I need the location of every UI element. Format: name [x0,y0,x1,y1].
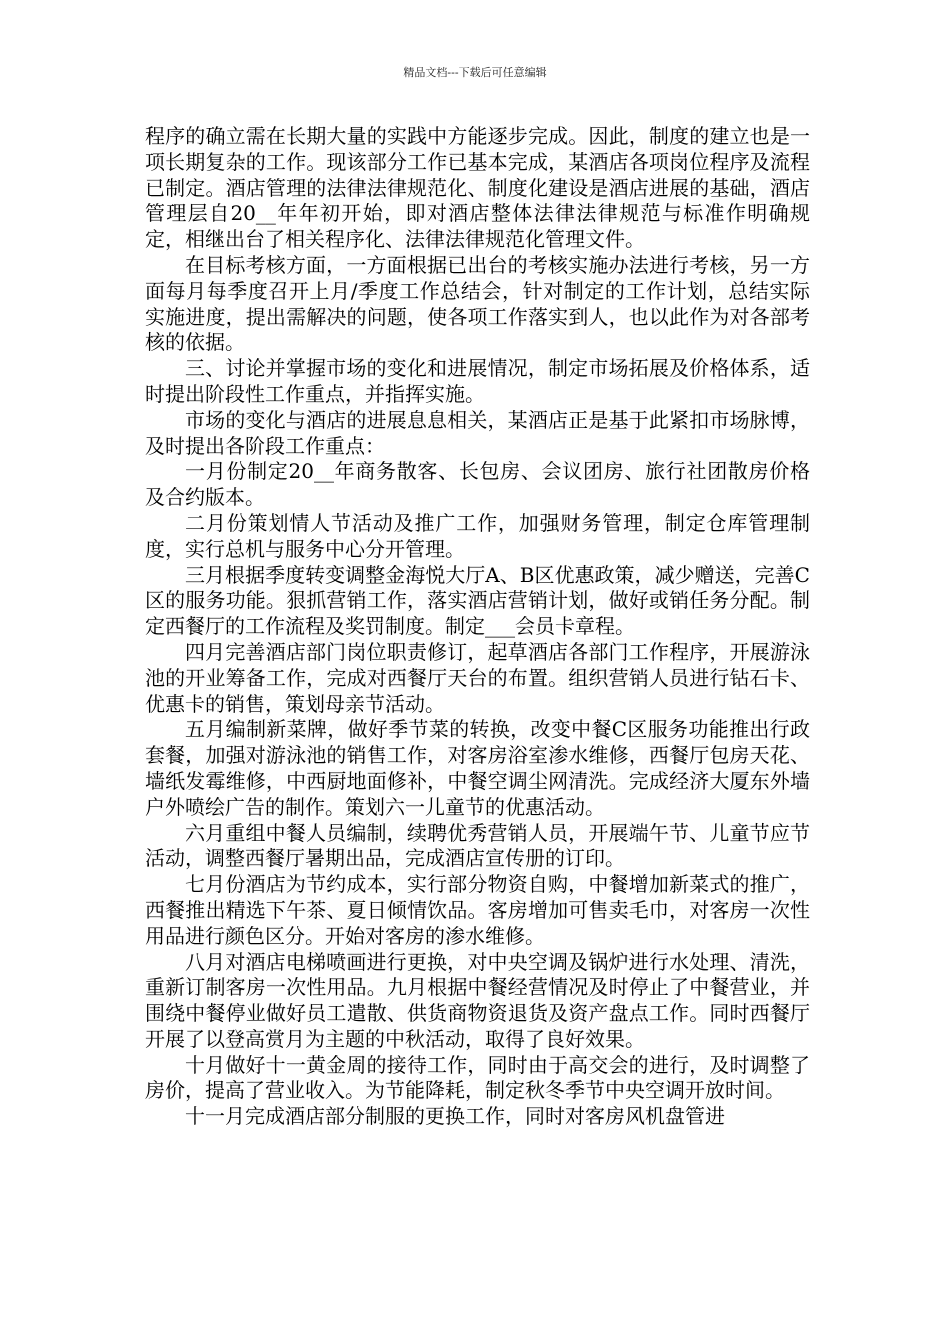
paragraph-12: 八月对酒店电梯喷画进行更换，对中央空调及锅炉进行水处理、清洗，重新订制客房一次性用品。九月根据中餐经营情况及时停止了中餐营业，并围绕中餐停业做好员工遣散、供货商物资退货及资产盘点工作。同时西餐厅开展了以登高赏月为主题的中秋活动，取得了良好效果。 [145,949,810,1051]
paragraph-4: 市场的变化与酒店的进展息息相关，某酒店正是基于此紧扣市场脉博，及时提出各阶段工作重点： [145,407,810,458]
paragraph-13: 十月做好十一黄金周的接待工作，同时由于高交会的进行，及时调整了房价，提高了营业收入。为节能降耗，制定秋冬季节中央空调开放时间。 [145,1052,810,1103]
paragraph-10: 六月重组中餐人员编制，续聘优秀营销人员，开展端午节、儿童节应节活动，调整西餐厅暑期出品，完成酒店宣传册的订印。 [145,820,810,871]
paragraph-14: 十一月完成酒店部分制服的更换工作，同时对客房风机盘管进 [185,1104,725,1129]
paragraph-11: 七月份酒店为节约成本，实行部分物资自购，中餐增加新菜式的推广，西餐推出精选下午茶、夏日倾情饮品。客房增加可售卖毛巾，对客房一次性用品进行颜色区分。开始对客房的渗水维修。 [145,872,810,948]
paragraph-3: 三、讨论并掌握市场的变化和进展情况，制定市场拓展及价格体系，适时提出阶段性工作重点，并指挥实施。 [145,356,810,406]
paragraph-6: 二月份策划情人节活动及推广工作，加强财务管理，制定仓库管理制度，实行总机与服务中心分开管理。 [145,510,810,561]
paragraph-1: 程序的确立需在长期大量的实践中方能逐步完成。因此，制度的建立也是一项长期复杂的工作。现该部分工作已基本完成，某酒店各项岗位程序及流程已制定。酒店管理的法律法律规范化、制度化建设是酒店进展的基础，酒店管理层自20__年年初开始，即对酒店整体法律法律规范与标准作明确规定，相继出台了相关程序化、法律法律规范化管理文件。 [145,124,810,252]
paragraph-2: 在目标考核方面，一方面根据已出台的考核实施办法进行考核，另一方面每月每季度召开上月/季度工作总结会，针对制定的工作计划，总结实际实施进度，提出需解决的问题，使各项工作落实到人，也以此作为对各部考核的依据。 [145,252,810,355]
paragraph-9: 五月编制新菜牌，做好季节菜的转换，改变中餐C区服务功能推出行政套餐，加强对游泳池的销售工作，对客房浴室渗水维修，西餐厅包房天花、墙纸发霉维修，中西厨地面修补，中餐空调尘网清洗。完成经济大厦东外墙户外喷绘广告的制作。策划六一儿童节的优惠活动。 [145,717,810,819]
paragraph-5: 一月份制定20__年商务散客、长包房、会议团房、旅行社团散房价格及合约版本。 [145,459,810,510]
paragraph-8: 四月完善酒店部门岗位职责修订，起草酒店各部门工作程序，开展游泳池的开业筹备工作，完成对西餐厅天台的布置。组织营销人员进行钻石卡、优惠卡的销售，策划母亲节活动。 [145,639,810,716]
paragraph-7: 三月根据季度转变调整金海悦大厅A、B区优惠政策，减少赠送，完善C区的服务功能。狠抓营销工作，落实酒店营销计划，做好或销任务分配。制定西餐厅的工作流程及奖罚制度。制定___会员卡章程。 [145,562,810,639]
document-body [145,124,810,1130]
page-header: 精品文档---下载后可任意编辑 [403,66,547,79]
